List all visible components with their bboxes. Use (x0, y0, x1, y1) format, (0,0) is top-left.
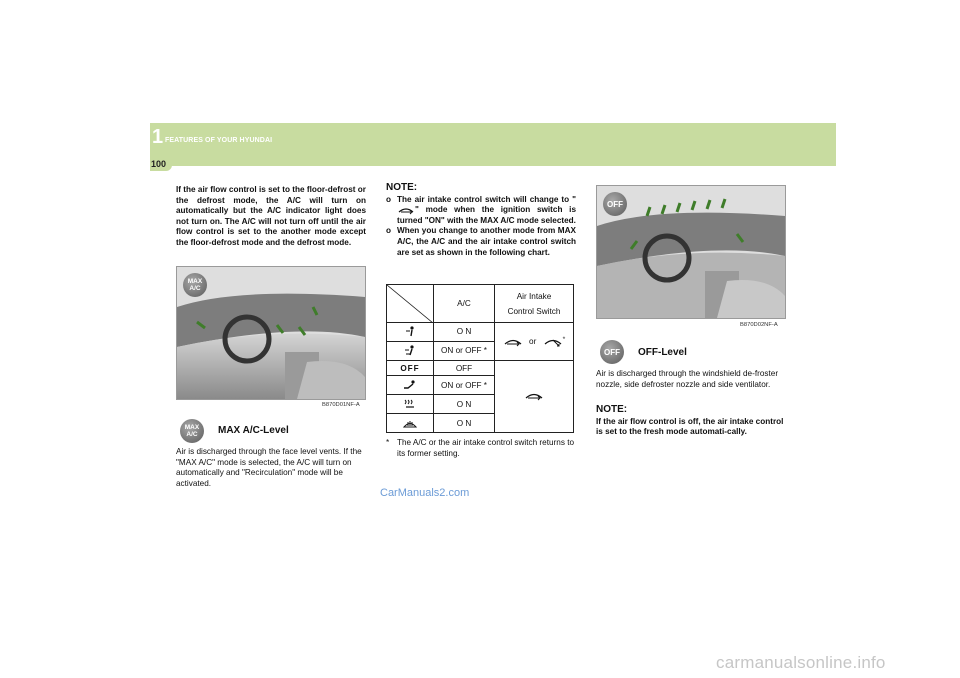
off-icon (600, 340, 624, 364)
note-title: NOTE: (386, 182, 418, 193)
intro-paragraph: If the air flow control is set to the floor-defrost or the defrost mode, the A/C will turn on automatically but the A/C indicator light does not turn on. The A/C will not turn off until the air flow control is set to the another mode except the floor-defrost mode and the defrost mode. (176, 185, 366, 247)
right-note-text: If the air flow control is off, the air intake control is set to the fresh mode automati-cally. (596, 416, 784, 437)
chart-intake-upper (495, 323, 574, 361)
footnote-marker: * (386, 438, 390, 447)
footnote-text: The A/C or the air intake control switch returns to its former setting. (397, 438, 575, 458)
chart-mode-off: OFF (387, 360, 434, 376)
chart-mode-face (387, 323, 434, 342)
recirculation-icon-b (524, 391, 544, 401)
right-note-block (596, 405, 786, 438)
floor-icon (402, 380, 418, 391)
max-ac-heading: MAX A/C-Level (218, 425, 289, 436)
defrost-icon (402, 418, 418, 429)
chart-mode-floor (387, 376, 434, 395)
chart-mode-bilevel (387, 341, 434, 360)
fresh-air-icon (543, 337, 563, 347)
chart-footnote (386, 438, 576, 459)
max-ac-icon-label: MAX A/C (184, 424, 200, 438)
note-block (386, 183, 576, 258)
off-icon-label: OFF (604, 347, 620, 357)
watermark-carmanualsonline: carmanualsonline.info (716, 653, 886, 672)
recirculation-icon-a (503, 337, 523, 347)
max-ac-icon (180, 419, 204, 443)
chart-header-row (387, 285, 574, 323)
chart-row-off (387, 360, 574, 376)
chart-intake-lower (495, 360, 574, 432)
photo-code-right: B870D02NF-A (740, 322, 778, 328)
dashboard-photo-off (596, 185, 786, 319)
chart-ac-floor: ON or OFF * (434, 376, 495, 395)
max-ac-body: Air is discharged through the face level vents. If the "MAX A/C" mode is selected, the A/C will turn on automatically and "Recirculation" mode will be activated. (176, 447, 362, 488)
off-badge-label: OFF (607, 199, 623, 209)
chart-ac-off: OFF (434, 360, 495, 376)
note-item-1-after: " mode when the ignition switch is turned "ON" with the MAX A/C mode selected. (397, 205, 576, 225)
floor-defrost-icon (403, 399, 417, 410)
off-badge (603, 192, 627, 216)
chart-ac-bilevel: ON or OFF * (434, 341, 495, 360)
note-marker-1: o (386, 194, 392, 204)
chart-mode-floor-defrost (387, 395, 434, 414)
chapter-title: FEATURES OF YOUR HYUNDAI (165, 137, 273, 144)
header-bar (150, 123, 836, 166)
note-item-1-before: The air intake control switch will change to " (397, 194, 576, 204)
max-ac-badge (183, 273, 207, 297)
watermark-carmanuals2: CarManuals2.com (380, 487, 470, 499)
note-list (386, 195, 576, 259)
chart-ac-defrost: O N (434, 414, 495, 433)
recirculation-icon (397, 206, 415, 215)
chapter-number: 1 (152, 126, 164, 148)
chart-corner-cell (387, 285, 434, 323)
off-body: Air is discharged through the windshield de-froster nozzle, side defroster nozzle and side ventilator. (596, 369, 779, 389)
chart-header-intake (495, 285, 574, 323)
max-ac-badge-label: MAX A/C (187, 278, 203, 292)
page-number: 100 (151, 159, 167, 169)
bi-level-icon (403, 345, 417, 356)
chart-header-intake-line2: Control Switch (507, 306, 561, 316)
dashboard-photo-max-ac (176, 266, 366, 400)
chart-header-ac: A/C (434, 285, 495, 323)
chart-mode-defrost (387, 414, 434, 433)
intake-or-text: or (529, 337, 537, 347)
face-vent-icon (404, 326, 416, 337)
note-item-2 (386, 226, 576, 258)
chart-ac-floor-defrost: O N (434, 395, 495, 414)
photo-code-left: B870D01NF-A (322, 402, 360, 408)
chart-header-intake-line1: Air Intake (516, 291, 552, 301)
chart-ac-face: O N (434, 323, 495, 342)
note-item-2-text: When you change to another mode from MAX A/C, the A/C and the air intake control switch are set as shown in the following chart. (397, 226, 576, 257)
right-note-title: NOTE: (596, 404, 628, 415)
intake-star: * (562, 335, 566, 343)
corner-diagonal (387, 285, 433, 323)
note-marker-2: o (386, 226, 392, 236)
note-item-1 (386, 195, 576, 227)
off-heading: OFF-Level (638, 347, 687, 358)
chart-row-face (387, 323, 574, 342)
mode-chart (386, 284, 574, 433)
